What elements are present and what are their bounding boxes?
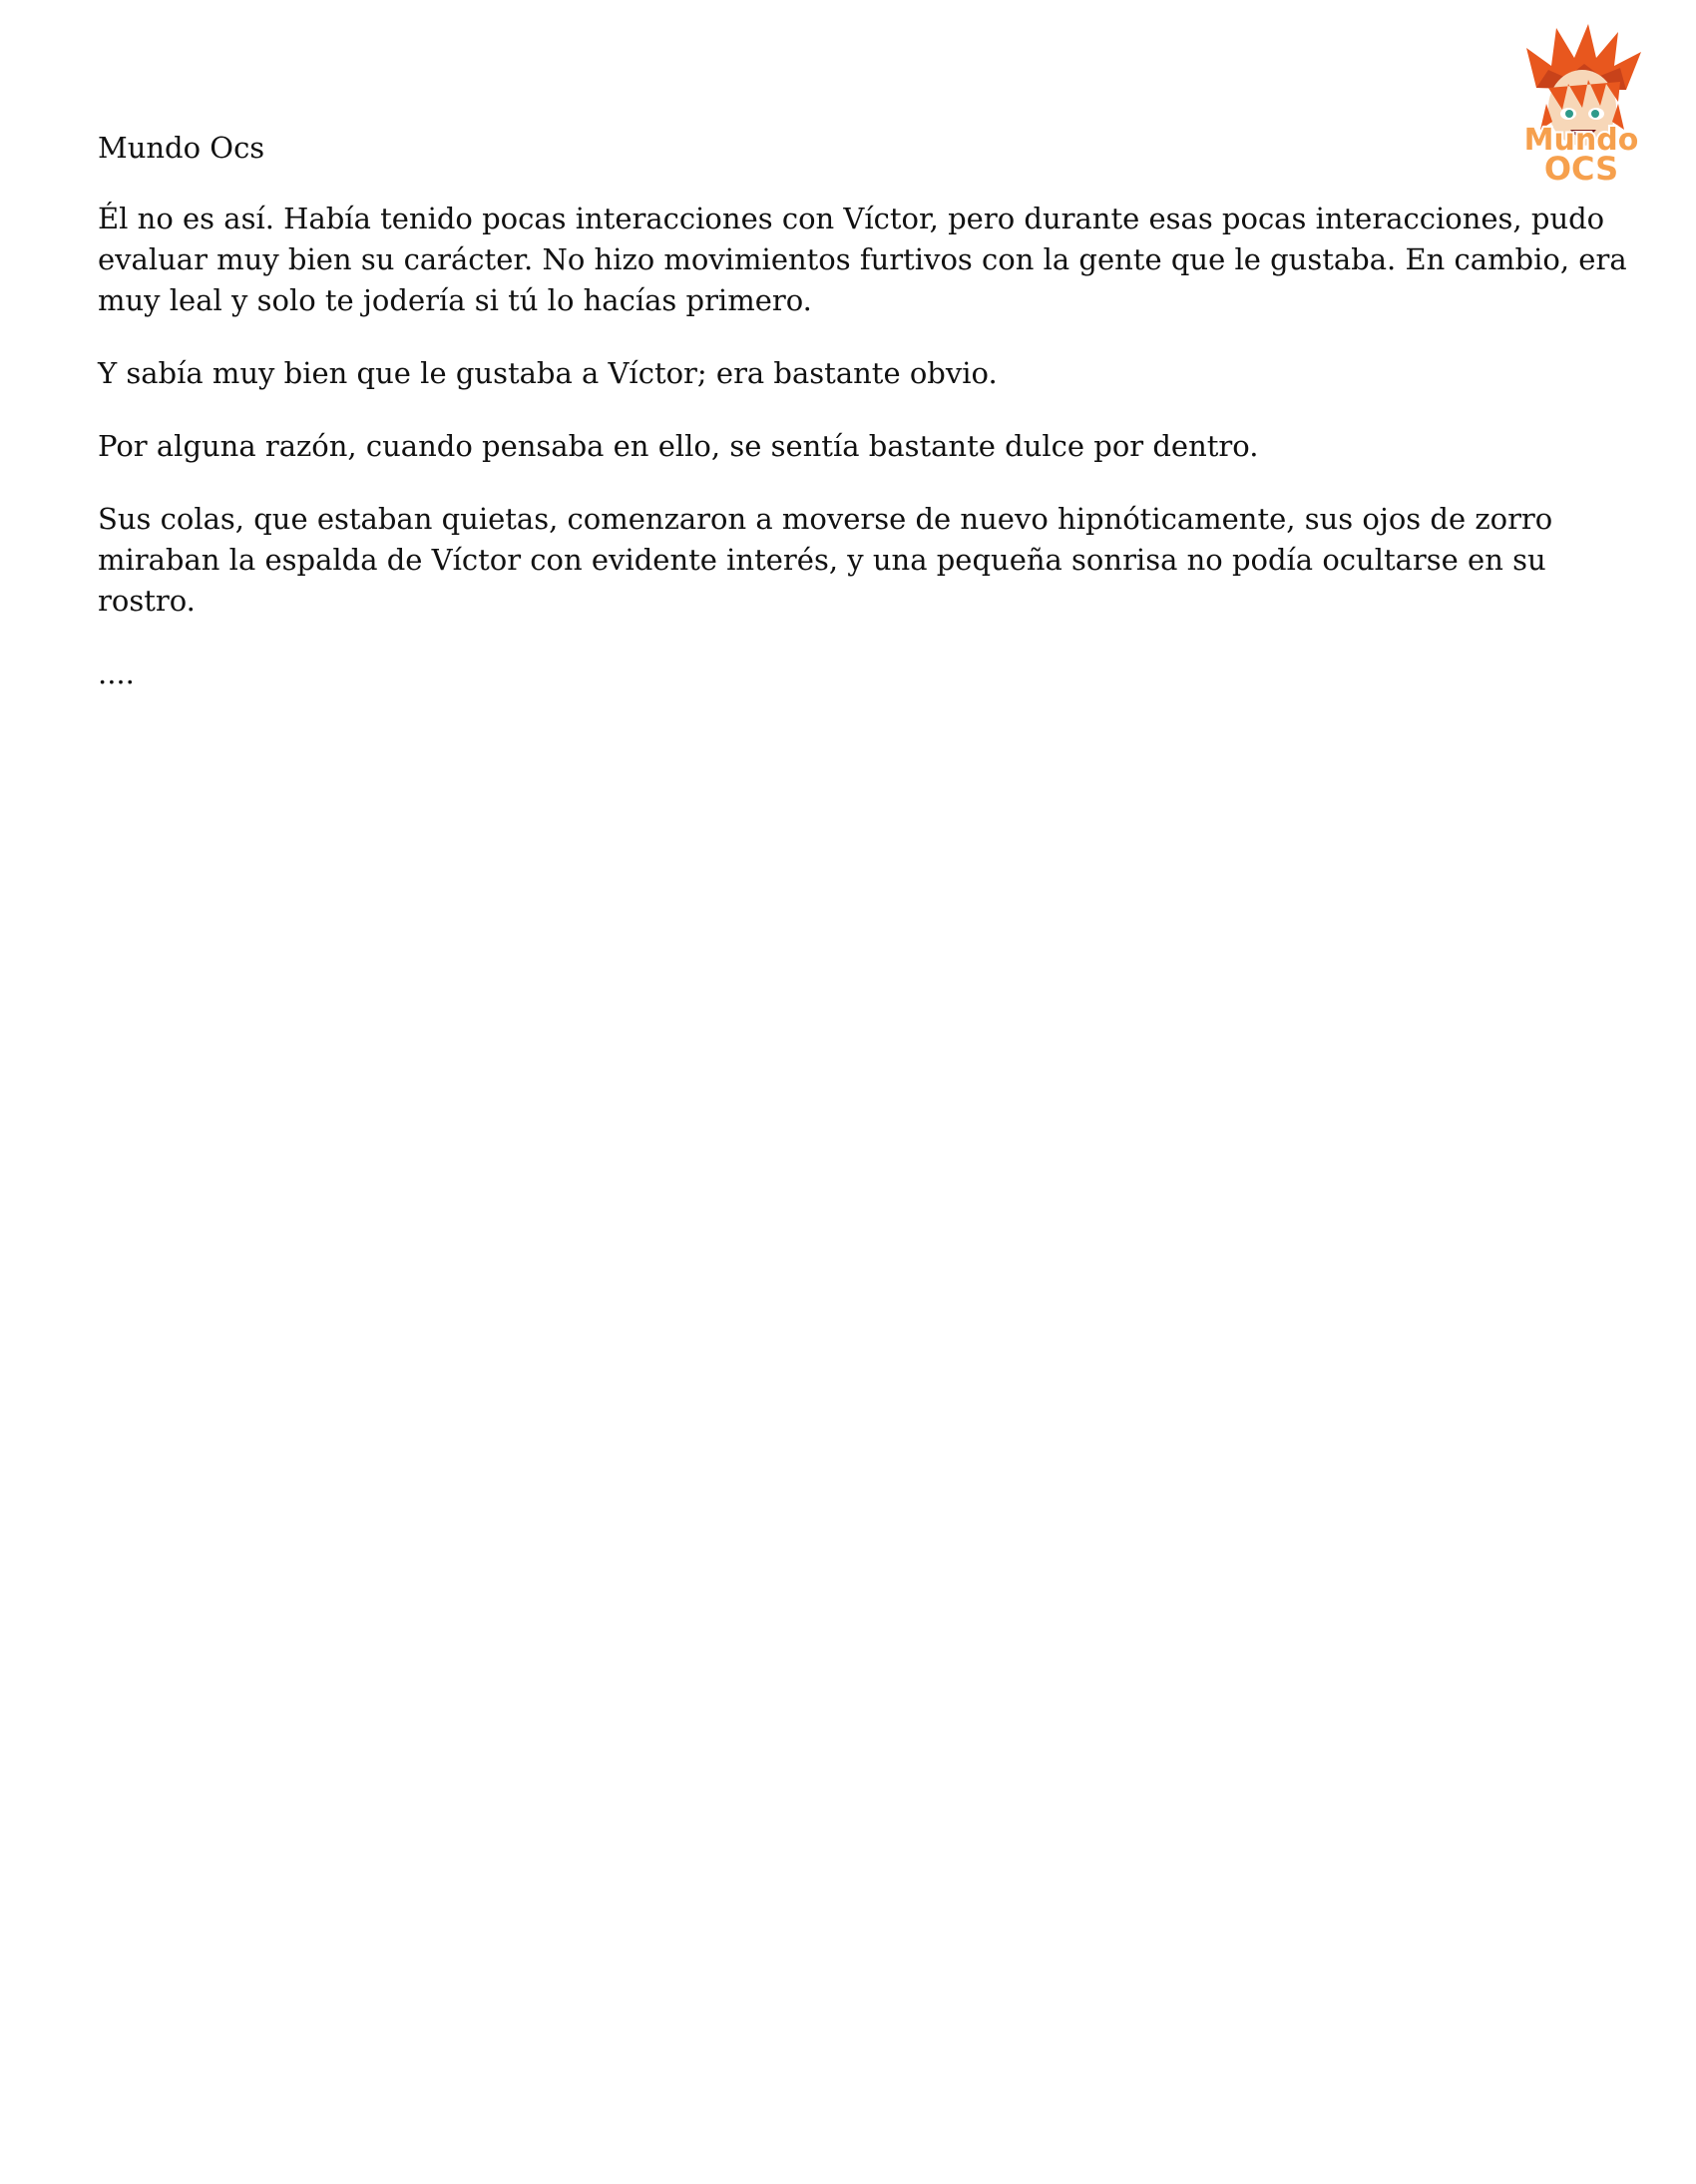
paragraph-ellipsis: .... <box>98 656 135 690</box>
paragraph-1: Él no es así. Había tenido pocas interacciones con Víctor, pero durante esas pocas interacciones, pudo evaluar muy bien su carácter. No hizo movimientos furtivos con la gente que le gustaba. En cambio, era muy leal y solo te jodería si tú lo hacías primero. <box>98 202 1627 317</box>
logo-text-line1: Mundo <box>1523 123 1639 158</box>
paragraph-4: Sus colas, que estaban quietas, comenzaron a moverse de nuevo hipnóticamente, sus ojos de zorro miraban la espalda de Víctor con evidente interés, y una pequeña sonrisa no podía ocultarse en su rostro. <box>98 502 1553 618</box>
document-header: Mundo Ocs <box>98 131 265 165</box>
paragraph-2: Y sabía muy bien que le gustaba a Víctor; era bastante obvio. <box>98 356 998 390</box>
document-body <box>98 128 1634 726</box>
paragraph-3: Por alguna razón, cuando pensaba en ello, se sentía bastante dulce por dentro. <box>98 429 1259 463</box>
logo-text-line2: OCS <box>1543 150 1619 188</box>
